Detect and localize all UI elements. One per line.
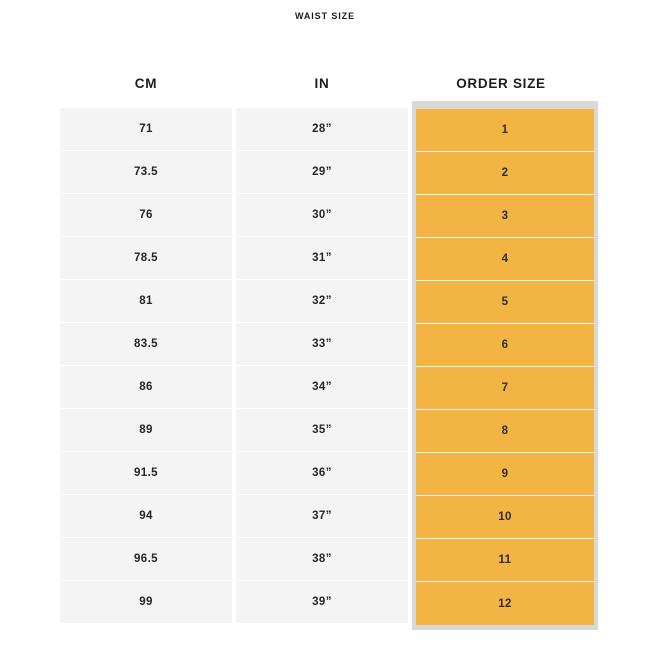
table-cell-cm: 73.5 [60, 151, 232, 194]
table-cell-in: 31” [236, 237, 408, 280]
table-cell-cm: 81 [60, 280, 232, 323]
table-cell-order-size: 10 [416, 496, 594, 539]
cm-column [60, 108, 232, 624]
table-cell-cm: 83.5 [60, 323, 232, 366]
table-cell-order-size: 9 [416, 453, 594, 496]
in-column [236, 108, 408, 624]
table-cell-cm: 99 [60, 581, 232, 624]
page-title: WAIST SIZE [294, 11, 355, 21]
table-cell-order-size: 2 [416, 152, 594, 195]
table-cell-cm: 91.5 [60, 452, 232, 495]
table-cell-cm: 89 [60, 409, 232, 452]
table-cell-order-size: 1 [416, 109, 594, 152]
table-cell-in: 39” [236, 581, 408, 624]
table-cell-in: 33” [236, 323, 408, 366]
table-cell-in: 30” [236, 194, 408, 237]
table-cell-in: 28” [236, 108, 408, 151]
table-cell-order-size: 6 [416, 324, 594, 367]
table-body [60, 108, 590, 624]
table-cell-order-size: 11 [416, 539, 594, 582]
table-cell-order-size: 4 [416, 238, 594, 281]
table-cell-order-size: 3 [416, 195, 594, 238]
table-cell-order-size: 12 [416, 582, 594, 625]
table-cell-cm: 86 [60, 366, 232, 409]
column-header-cm: CM [134, 75, 158, 91]
table-cell-in: 29” [236, 151, 408, 194]
table-cell-in: 38” [236, 538, 408, 581]
size-table [60, 58, 590, 624]
table-cell-in: 32” [236, 280, 408, 323]
table-cell-cm: 96.5 [60, 538, 232, 581]
table-cell-cm: 71 [60, 108, 232, 151]
table-cell-order-size: 7 [416, 367, 594, 410]
table-cell-order-size: 8 [416, 410, 594, 453]
column-header-order-size: ORDER SIZE [456, 75, 546, 91]
table-cell-cm: 76 [60, 194, 232, 237]
column-header-in: IN [314, 75, 330, 91]
table-cell-cm: 78.5 [60, 237, 232, 280]
table-cell-in: 37” [236, 495, 408, 538]
table-cell-cm: 94 [60, 495, 232, 538]
table-cell-in: 34” [236, 366, 408, 409]
table-cell-in: 36” [236, 452, 408, 495]
table-cell-order-size: 5 [416, 281, 594, 324]
table-cell-in: 35” [236, 409, 408, 452]
